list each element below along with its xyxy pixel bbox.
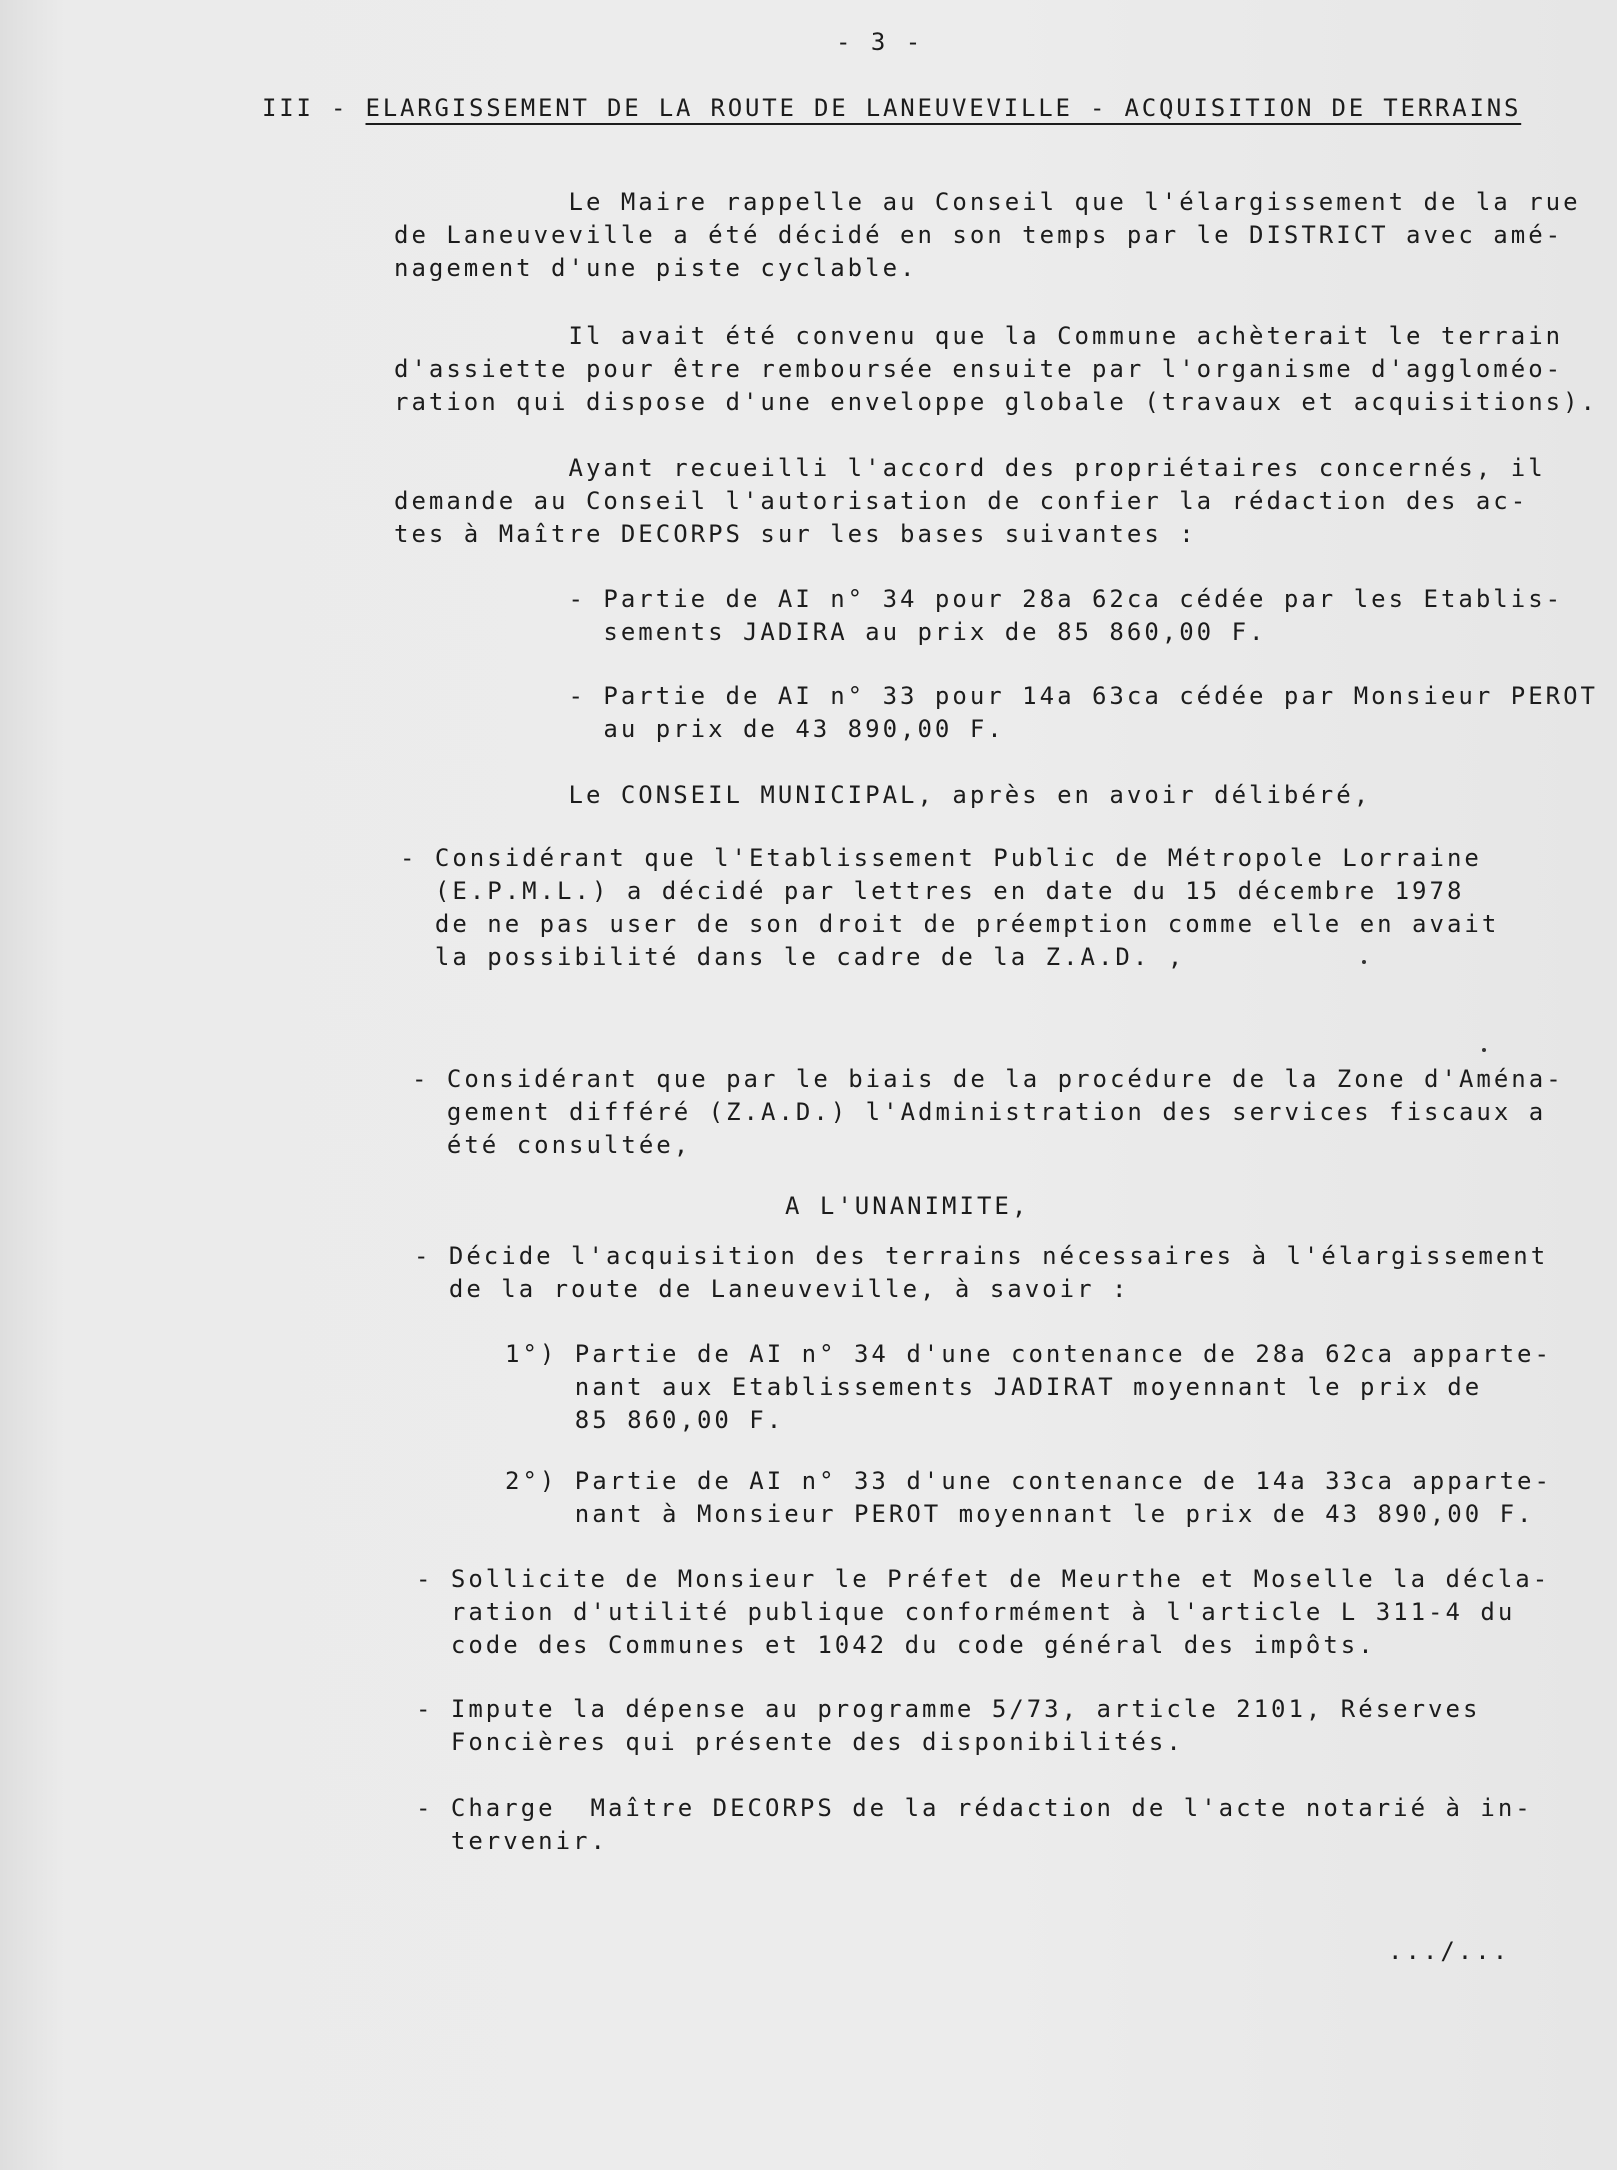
stray-mark: [1482, 1048, 1486, 1052]
considerant-epml: [400, 842, 1499, 974]
text-line: Le Maire rappelle au Conseil que l'élargissement de la rue: [394, 188, 1581, 216]
text-line: - Considérant que l'Etablissement Public de Métropole Lorraine: [400, 844, 1482, 872]
text-line: ration d'utilité publique conformément à l'article L 311-4 du: [416, 1598, 1516, 1626]
text-line: sements JADIRA au prix de 85 860,00 F.: [394, 618, 1267, 646]
continuation-mark: .../...: [1388, 1937, 1511, 1965]
acquisition-point: [505, 1465, 1552, 1531]
stray-mark: [1362, 960, 1366, 964]
text-line: demande au Conseil l'autorisation de confier la rédaction des ac-: [394, 487, 1529, 515]
text-line: Ayant recueilli l'accord des propriétaires concernés, il: [394, 454, 1546, 482]
section-number: III -: [262, 94, 349, 122]
text-line: - Sollicite de Monsieur le Préfet de Meurthe et Moselle la décla-: [416, 1565, 1551, 1593]
text-line: Il avait été convenu que la Commune achèterait le terrain: [394, 322, 1564, 350]
text-line: 1°) Partie de AI n° 34 d'une contenance de 28a 62ca apparte-: [505, 1340, 1552, 1368]
charge-paragraph: [416, 1792, 1533, 1858]
text-line: nant à Monsieur PEROT moyennant le prix de 43 890,00 F.: [505, 1500, 1535, 1528]
impute-paragraph: [416, 1693, 1480, 1759]
text-line: ration qui dispose d'une enveloppe globale (travaux et acquisitions).: [394, 388, 1598, 416]
text-line: - Considérant que par le biais de la procédure de la Zone d'Aména-: [412, 1065, 1564, 1093]
text-line: - Impute la dépense au programme 5/73, article 2101, Réserves: [416, 1695, 1481, 1723]
text-line: (E.P.M.L.) a décidé par lettres en date du 15 décembre 1978: [400, 877, 1465, 905]
conseil-line: Le CONSEIL MUNICIPAL, après en avoir délibéré,: [394, 781, 1372, 809]
text-line: de Laneuveville a été décidé en son temps par le DISTRICT avec amé-: [394, 221, 1564, 249]
text-line: la possibilité dans le cadre de la Z.A.D. ,: [400, 943, 1186, 971]
paragraph-accord: [394, 452, 1546, 551]
text-line: gement différé (Z.A.D.) l'Administration des services fiscaux a: [412, 1098, 1547, 1126]
decide-paragraph: [414, 1240, 1548, 1306]
section-heading: [262, 92, 1521, 125]
text-line: code des Communes et 1042 du code général des impôts.: [416, 1631, 1376, 1659]
text-line: Foncières qui présente des disponibilités.: [416, 1728, 1184, 1756]
text-line: - Partie de AI n° 34 pour 28a 62ca cédée par les Etablis-: [394, 585, 1564, 613]
paragraph-intro: [394, 186, 1581, 285]
text-line: tes à Maître DECORPS sur les bases suivantes :: [394, 520, 1197, 548]
text-line: 85 860,00 F.: [505, 1406, 785, 1434]
list-item: [394, 680, 1598, 746]
section-title: ELARGISSEMENT DE LA ROUTE DE LANEUVEVILLE - ACQUISITION DE TERRAINS: [365, 94, 1522, 122]
text-line: 2°) Partie de AI n° 33 d'une contenance de 14a 33ca apparte-: [505, 1467, 1552, 1495]
sollicite-paragraph: [416, 1563, 1550, 1662]
text-line: - Décide l'acquisition des terrains nécessaires à l'élargissement: [414, 1242, 1549, 1270]
text-line: nagement d'une piste cyclable.: [394, 254, 918, 282]
text-line: de la route de Laneuveville, à savoir :: [414, 1275, 1130, 1303]
text-line: de ne pas user de son droit de préemption comme elle en avait: [400, 910, 1500, 938]
text-line: d'assiette pour être remboursée ensuite par l'organisme d'aggloméo-: [394, 355, 1564, 383]
unanimite-line: A L'UNANIMITE,: [785, 1192, 1030, 1220]
considerant-zad: [412, 1063, 1564, 1162]
acquisition-point: [505, 1338, 1552, 1437]
list-item: [394, 583, 1563, 649]
text-line: été consultée,: [412, 1131, 692, 1159]
text-line: - Charge Maître DECORPS de la rédaction de l'acte notarié à in-: [416, 1794, 1533, 1822]
page-number: - 3 -: [836, 28, 924, 56]
text-line: au prix de 43 890,00 F.: [394, 715, 1005, 743]
text-line: tervenir.: [416, 1827, 608, 1855]
paragraph-convention: [394, 320, 1598, 419]
text-line: nant aux Etablissements JADIRAT moyennant le prix de: [505, 1373, 1483, 1401]
text-line: - Partie de AI n° 33 pour 14a 63ca cédée par Monsieur PEROT: [394, 682, 1598, 710]
